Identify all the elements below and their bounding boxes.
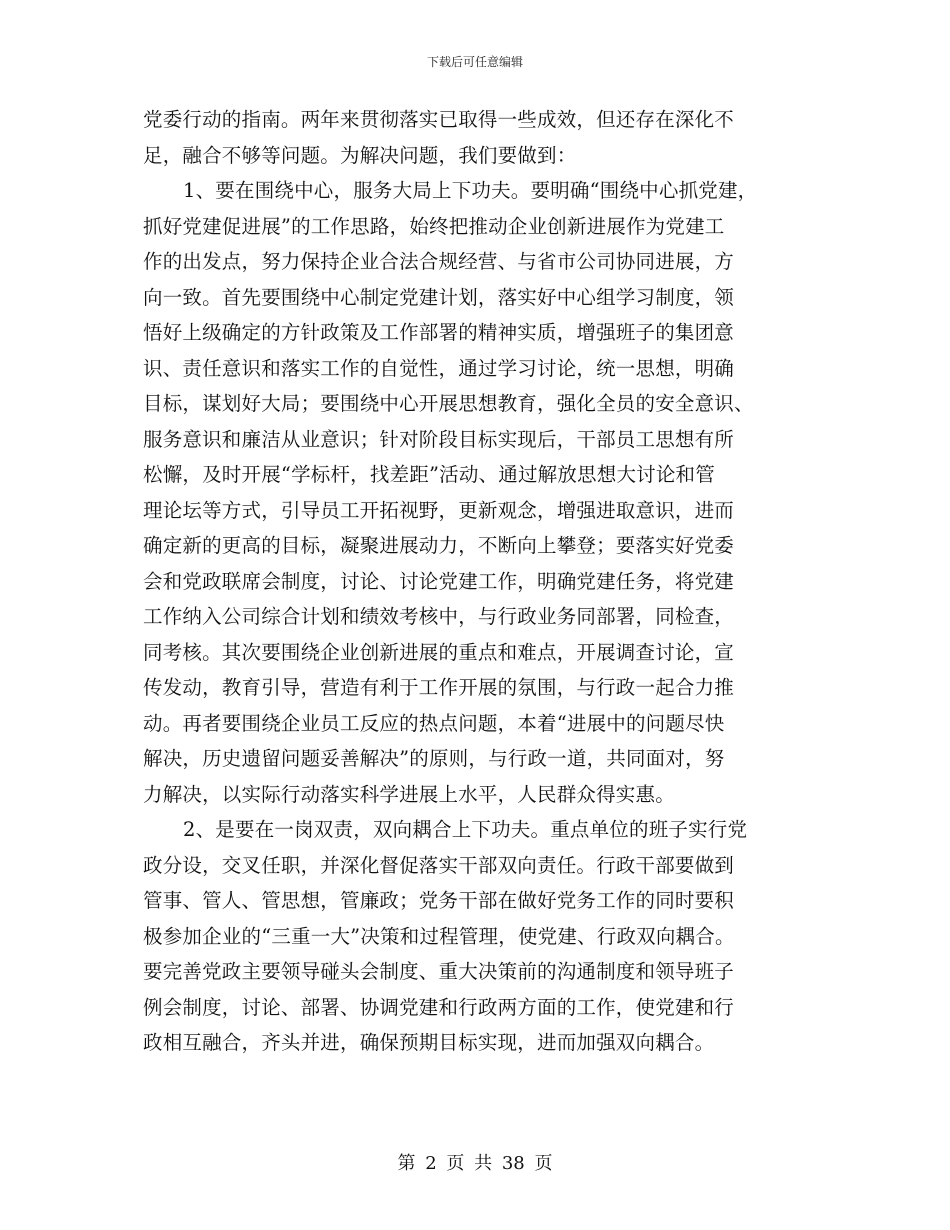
text-line: 政相互融合，齐头并进，确保预期目标实现，进而加强双向耦合。 <box>143 1031 715 1054</box>
text-line: 识、责任意识和落实工作的自觉性，通过学习讨论，统一思想，明确 <box>143 356 735 380</box>
text-line: 抓好党建促进展”的工作思路，始终把推动企业创新进展作为党建工 <box>143 214 725 238</box>
text-line: 力解决，以实际行动落实科学进展上水平，人民群众得实惠。 <box>143 782 675 806</box>
text-line: 政分设，交叉任职，并深化督促落实干部双向责任。行政干部要做到 <box>143 853 735 877</box>
text-line: 管事、管人、管思想，管廉政；党务干部在做好党务工作的同时要积 <box>143 889 735 912</box>
text-line: 解决，历史遗留问题妥善解决”的原则，与行政一道，共同面对，努 <box>143 747 725 770</box>
text-line: 悟好上级确定的方针政策及工作部署的精神实质，增强班子的集团意 <box>143 321 735 344</box>
text-line: 服务意识和廉洁从业意识；针对阶段目标实现后，干部员工思想有所 <box>143 427 735 451</box>
page-header: 下载后可任意编辑 <box>426 55 523 69</box>
text-line: 作的出发点，努力保持企业合法合规经营、与省市公司协同进展，方 <box>143 250 735 273</box>
text-line: 党委行动的指南。两年来贯彻落实已取得一些成效，但还存在深化不 <box>143 108 735 131</box>
text-line: 理论坛等方式，引导员工开拓视野，更新观念，增强进取意识，进而 <box>143 498 735 522</box>
text-line: 例会制度，讨论、部署、协调党建和行政两方面的工作，使党建和行 <box>143 995 735 1019</box>
text-line: 足，融合不够等问题。为解决问题，我们要做到： <box>143 143 577 167</box>
text-line: 要完善党政主要领导碰头会制度、重大决策前的沟通制度和领导班子 <box>143 960 735 983</box>
text-line: 松懈，及时开展“学标杆，找差距”活动、通过解放思想大讨论和管 <box>143 463 715 486</box>
text-line: 极参加企业的“三重一大”决策和过程管理，使党建、行政双向耦合。 <box>143 924 735 948</box>
text-line: 确定新的更高的目标，凝聚进展动力，不断向上攀登；要落实好党委 <box>143 534 735 557</box>
page-footer: 第 2 页 共 38 页 <box>397 1153 553 1174</box>
paragraph-start-line: 1、要在围绕中心，服务大局上下功夫。要明确“围绕中心抓党建， <box>183 179 758 202</box>
paragraph-start-line: 2、是要在一岗双责，双向耦合上下功夫。重点单位的班子实行党 <box>183 818 748 841</box>
text-line: 工作纳入公司综合计划和绩效考核中，与行政业务同部署，同检查， <box>143 605 735 628</box>
document-body <box>143 102 808 1061</box>
text-line: 向一致。首先要围绕中心制定党建计划，落实好中心组学习制度，领 <box>143 285 735 309</box>
text-line: 目标，谋划好大局；要围绕中心开展思想教育，强化全员的安全意识、 <box>143 392 754 415</box>
text-line: 动。再者要围绕企业员工反应的热点问题，本着“进展中的问题尽快 <box>143 711 725 735</box>
text-line: 传发动，教育引导，营造有利于工作开展的氛围，与行政一起合力推 <box>143 676 735 699</box>
text-line: 会和党政联席会制度，讨论、讨论党建工作，明确党建任务，将党建 <box>143 569 735 593</box>
text-line: 同考核。其次要围绕企业创新进展的重点和难点，开展调查讨论，宣 <box>143 640 735 664</box>
